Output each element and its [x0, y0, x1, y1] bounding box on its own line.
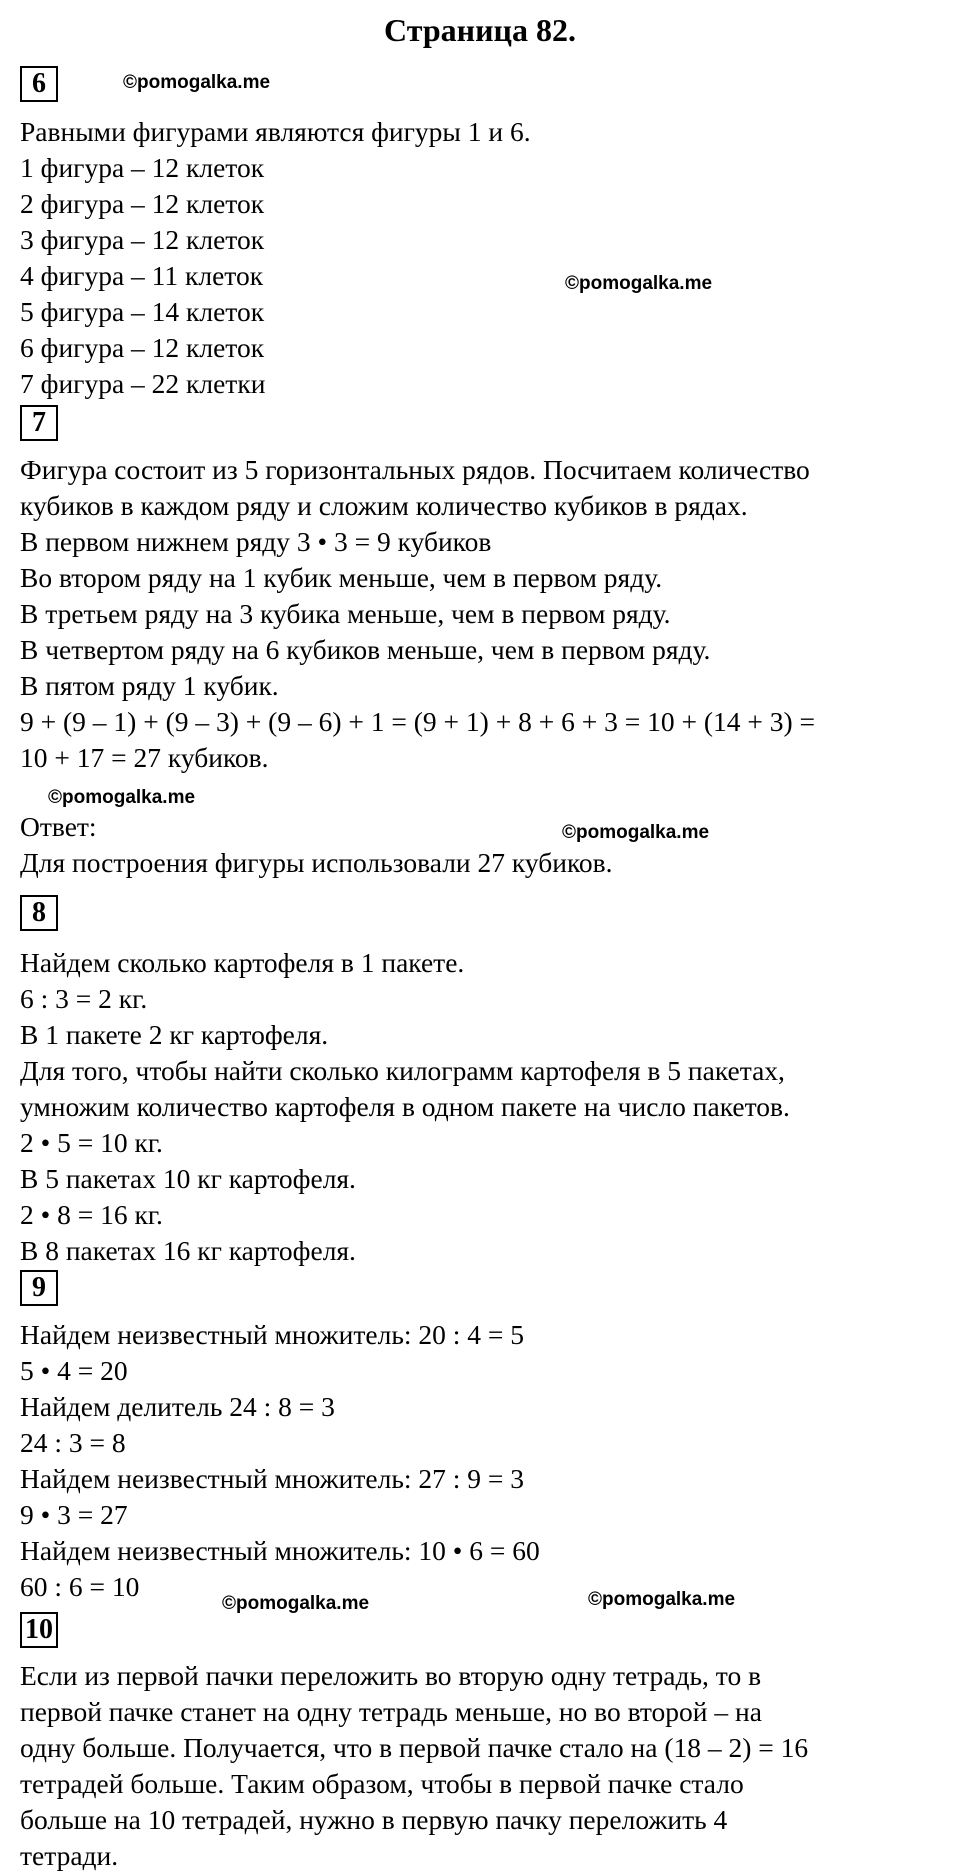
task-9-line: Найдем делитель 24 : 8 = 3	[20, 1391, 335, 1422]
task-10-line: больше на 10 тетрадей, нужно в первую пачку переложить 4	[20, 1804, 728, 1835]
task-10-line: тетради.	[20, 1840, 119, 1871]
task-9-line: 24 : 3 = 8	[20, 1427, 126, 1458]
task-8-line: В 5 пакетах 10 кг картофеля.	[20, 1163, 356, 1194]
watermark: ©pomogalka.me	[48, 787, 196, 808]
task-10-line: Если из первой пачки переложить во вторую одну тетрадь, то в	[20, 1660, 762, 1691]
task-8-number: 8	[20, 895, 58, 931]
task-7-line: 9 + (9 – 1) + (9 – 3) + (9 – 6) + 1 = (9 + 1) + 8 + 6 + 3 = 10 + (14 + 3) =	[20, 706, 816, 737]
watermark: ©pomogalka.me	[565, 273, 713, 294]
task-9-line: 5 • 4 = 20	[20, 1355, 128, 1386]
watermark: ©pomogalka.me	[562, 822, 710, 843]
task-8-line: умножим количество картофеля в одном пакете на число пакетов.	[20, 1091, 790, 1122]
task-8-line: 2 • 8 = 16 кг.	[20, 1199, 163, 1230]
task-10-line: одну больше. Получается, что в первой пачке стало на (18 – 2) = 16	[20, 1732, 809, 1763]
task-9-line: Найдем неизвестный множитель: 27 : 9 = 3	[20, 1463, 525, 1494]
task-9-number: 9	[20, 1270, 58, 1306]
watermark: ©pomogalka.me	[123, 72, 271, 93]
task-6-line: Равными фигурами являются фигуры 1 и 6.	[20, 116, 531, 147]
task-6-line: 1 фигура – 12 клеток	[20, 152, 265, 183]
watermark: ©pomogalka.me	[588, 1589, 736, 1610]
task-10-line: тетрадей больше. Таким образом, чтобы в первой пачке стало	[20, 1768, 744, 1799]
task-8-line: 2 • 5 = 10 кг.	[20, 1127, 163, 1158]
task-6-number: 6	[20, 66, 58, 102]
task-7-line: В третьем ряду на 3 кубика меньше, чем в первом ряду.	[20, 598, 671, 629]
answer-label: Ответ:	[20, 811, 97, 842]
task-9-line: Найдем неизвестный множитель: 10 • 6 = 60	[20, 1535, 540, 1566]
answer-text: Для построения фигуры использовали 27 кубиков.	[20, 847, 613, 878]
watermark: ©pomogalka.me	[222, 1593, 370, 1614]
task-10-line: первой пачке станет на одну тетрадь меньше, но во второй – на	[20, 1696, 762, 1727]
task-7-line: В первом нижнем ряду 3 • 3 = 9 кубиков	[20, 526, 492, 557]
task-6-line: 6 фигура – 12 клеток	[20, 332, 265, 363]
task-7-number: 7	[20, 405, 58, 441]
task-7-line: 10 + 17 = 27 кубиков.	[20, 742, 269, 773]
task-7-line: Во втором ряду на 1 кубик меньше, чем в первом ряду.	[20, 562, 663, 593]
task-9-line: 9 • 3 = 27	[20, 1499, 128, 1530]
task-8-line: Для того, чтобы найти сколько килограмм картофеля в 5 пакетах,	[20, 1055, 785, 1086]
task-8-line: В 1 пакете 2 кг картофеля.	[20, 1019, 329, 1050]
task-6-line: 7 фигура – 22 клетки	[20, 368, 266, 399]
task-9-line: Найдем неизвестный множитель: 20 : 4 = 5	[20, 1319, 525, 1350]
task-7-line: кубиков в каждом ряду и сложим количество кубиков в рядах.	[20, 490, 748, 521]
task-7-line: В четвертом ряду на 6 кубиков меньше, чем в первом ряду.	[20, 634, 711, 665]
task-7-line: В пятом ряду 1 кубик.	[20, 670, 279, 701]
task-9-line: 60 : 6 = 10	[20, 1571, 140, 1602]
task-7-line: Фигура состоит из 5 горизонтальных рядов. Посчитаем количество	[20, 454, 810, 485]
page-title: Страница 82.	[384, 12, 576, 48]
task-6-line: 5 фигура – 14 клеток	[20, 296, 265, 327]
task-8-line: В 8 пакетах 16 кг картофеля.	[20, 1235, 356, 1266]
task-6-line: 3 фигура – 12 клеток	[20, 224, 265, 255]
task-8-line: 6 : 3 = 2 кг.	[20, 983, 148, 1014]
task-6-line: 4 фигура – 11 клеток	[20, 260, 264, 291]
task-10-number: 10	[20, 1612, 58, 1648]
task-6-line: 2 фигура – 12 клеток	[20, 188, 265, 219]
task-8-line: Найдем сколько картофеля в 1 пакете.	[20, 947, 465, 978]
